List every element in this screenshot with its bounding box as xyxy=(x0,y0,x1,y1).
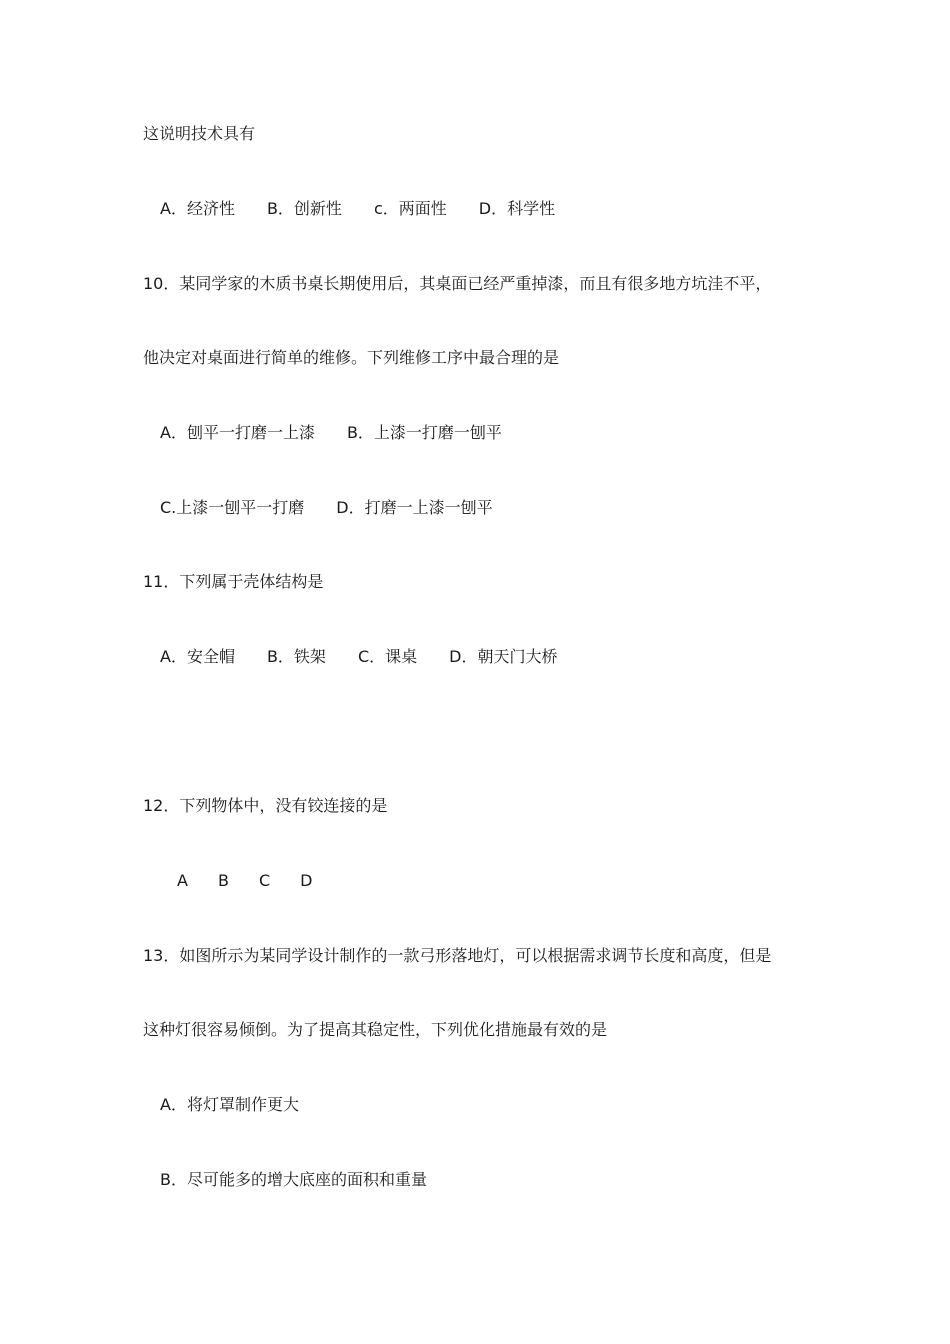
q11-options xyxy=(160,647,557,667)
q10-option-c: C.上漆一刨平一打磨 xyxy=(160,498,305,517)
q9-options xyxy=(160,199,555,219)
q10-stem-line1: 10．某同学家的木质书桌长期使用后，其桌面已经严重掉漆，而且有很多地方坑洼不平， xyxy=(143,274,772,293)
q11-stem: 11．下列属于壳体结构是 xyxy=(143,572,324,591)
q12-options xyxy=(177,871,342,891)
q12-option-c: C xyxy=(258,871,271,890)
q12-stem: 12．下列物体中，没有铰连接的是 xyxy=(143,796,388,815)
q11-option-b: B．铁架 xyxy=(266,647,326,666)
q13-option-b: B．尽可能多的增大底座的面积和重量 xyxy=(160,1170,427,1189)
q10-option-b: B．上漆一打磨一刨平 xyxy=(346,423,502,442)
q11-option-c: C．课桌 xyxy=(357,647,418,666)
q10-stem-line2: 他决定对桌面进行简单的维修。下列维修工序中最合理的是 xyxy=(143,348,560,367)
q13-stem-line1: 13．如图所示为某同学设计制作的一款弓形落地灯，可以根据需求调节长度和高度，但是 xyxy=(143,946,772,965)
q9-option-b: B．创新性 xyxy=(266,199,342,218)
q12-option-a: A xyxy=(177,871,188,890)
q10-option-a: A．刨平一打磨一上漆 xyxy=(160,423,315,442)
q12-option-d: D xyxy=(300,871,313,890)
q9-option-a: A．经济性 xyxy=(160,199,235,218)
q9-stem: 这说明技术具有 xyxy=(143,124,256,143)
q11-option-a: A．安全帽 xyxy=(160,647,235,666)
q13-option-a: A．将灯罩制作更大 xyxy=(160,1095,299,1114)
q10-option-d: D．打磨一上漆一刨平 xyxy=(336,498,493,517)
q11-option-d: D．朝天门大桥 xyxy=(449,647,558,666)
q9-option-d: D．科学性 xyxy=(478,199,556,218)
q10-options-row1 xyxy=(160,423,502,443)
q10-options-row2 xyxy=(160,498,493,518)
q9-option-c: c．两面性 xyxy=(373,199,447,218)
q12-option-b: B xyxy=(217,871,229,890)
q13-stem-line2: 这种灯很容易倾倒。为了提高其稳定性，下列优化措施最有效的是 xyxy=(143,1020,608,1039)
